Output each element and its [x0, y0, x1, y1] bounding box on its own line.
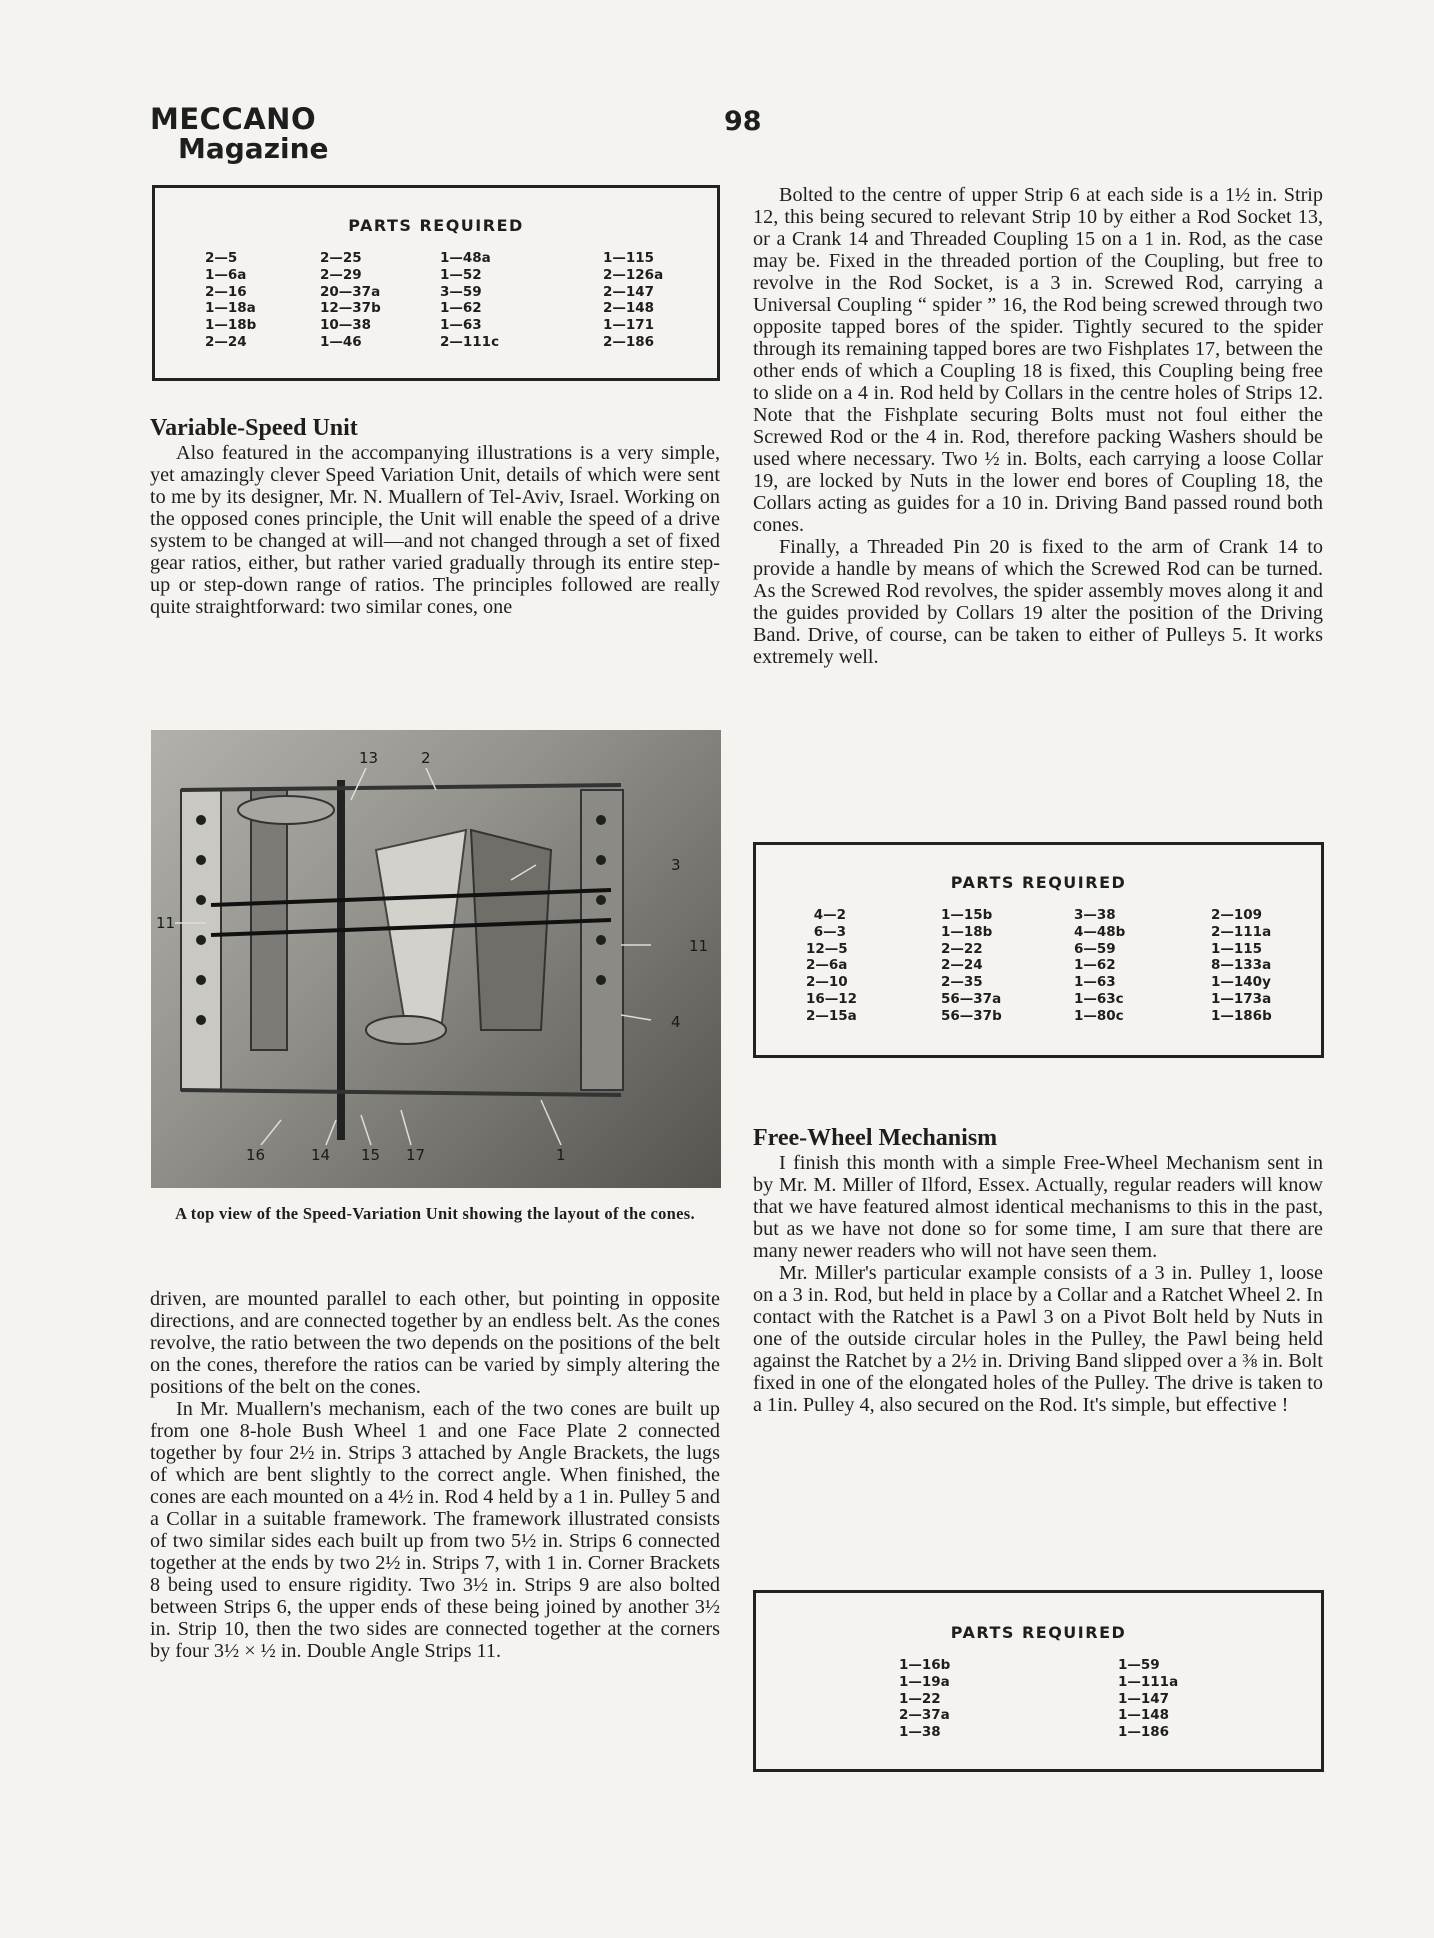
- left-column-top: [150, 414, 720, 618]
- photo-caption: A top view of the Speed-Variation Unit showing the layout of the cones.: [175, 1204, 695, 1223]
- parts-box-title: PARTS REQUIRED: [950, 1623, 1127, 1642]
- paragraph: Mr. Miller's particular example consists of a 3 in. Pulley 1, loose on a 3 in. Rod, but held in place by a Collar and a Ratchet Wheel 2. In contact with the Ratchet is a Pawl 3 on a Pivot Bolt held by Nuts in one of the outside circular holes in the Pulley, the Pawl being held against the Ratchet by a 2½ in. Driving Band slipped over a ⅜ in. Bolt fixed in one of the elongated holes of the Pulley. The drive is taken to a 1in. Pulley 4, also secured on the Rod. It's simple, but effective !: [753, 1262, 1323, 1416]
- paragraph: driven, are mounted parallel to each other, but pointing in opposite directions, and are connected together by an endless belt. As the cones revolve, the ratio between the two depends on the positions of the belt on the cones, therefore the ratios can be varied by simply altering the positions of the belt on the cones.: [150, 1288, 720, 1398]
- paragraph: Finally, a Threaded Pin 20 is fixed to the arm of Crank 14 to provide a handle by means of which the Screwed Rod can be turned. As the Screwed Rod revolves, the spider assembly moves along it and the guides provided by Collars 19 alter the position of the Driving Band. Drive, of course, can be taken to either of Pulleys 5. It works extremely well.: [753, 536, 1323, 668]
- photo-callout: 1: [556, 1146, 566, 1164]
- parts-column: 4—2 6—3 12—5 2—6a 2—10 16—12 2—15a: [806, 907, 858, 1024]
- left-column-bottom: [150, 1288, 720, 1662]
- parts-column: 1—16b 1—19a 1—22 2—37a 1—38: [899, 1657, 951, 1741]
- parts-required-box-1: [152, 185, 720, 381]
- photo-callout: 3: [671, 856, 681, 874]
- photo-callout: 4: [671, 1013, 681, 1031]
- page-number: 98: [724, 106, 762, 137]
- photo-callout: 13: [359, 749, 379, 767]
- photo-callout: 15: [361, 1146, 381, 1164]
- parts-column: 2—25 2—29 20—37a 12—37b 10—38 1—46: [320, 250, 381, 350]
- photo-callout: 16: [246, 1146, 266, 1164]
- masthead: [150, 104, 329, 164]
- masthead-title: MECCANO: [150, 102, 317, 136]
- parts-box-title: PARTS REQUIRED: [348, 216, 524, 235]
- parts-column: 3—38 4—48b 6—59 1—62 1—63 1—63c 1—80c: [1074, 907, 1126, 1024]
- photo-callout: 2: [421, 749, 431, 767]
- paragraph: In Mr. Muallern's mechanism, each of the two cones are built up from one 8-hole Bush Wheel 1 and one Face Plate 2 connected together by four 2½ in. Strips 3 attached by Angle Brackets, the lugs of which are bent slightly to the correct angle. When finished, the cones are each mounted on a 4½ in. Rod 4 held by a 1 in. Pulley 5 and a Collar in a suitable framework. The framework illustrated consists of two similar sides each built up from two 5½ in. Strips 6 connected together at the ends by two 2½ in. Strips 7, with 1 in. Corner Brackets 8 being used to ensure rigidity. Two 3½ in. Strips 9 are also bolted between Strips 6, the upper ends of these being joined by another 3½ in. Strip 10, then the two sides are connected together at the corners by four 3½ × ½ in. Double Angle Strips 11.: [150, 1398, 720, 1662]
- photo-callout: 11: [689, 937, 709, 955]
- speed-variation-unit-photo: [151, 730, 721, 1188]
- paragraph: Also featured in the accompanying illustrations is a very simple, yet amazingly clever Speed Variation Unit, details of which were sent to me by its designer, Mr. N. Muallern of Tel-Aviv, Israel. Working on the opposed cones principle, the Unit will enable the speed of a drive system to be changed at will—and not changed through a set of fixed gear ratios, either, but rather varied gradually through its entire step-up or step-down range of ratios. The principles followed are really quite straightforward: two similar cones, one: [150, 442, 720, 618]
- section-heading-free-wheel: Free-Wheel Mechanism: [753, 1125, 998, 1151]
- parts-box-title: PARTS REQUIRED: [950, 873, 1127, 892]
- parts-column: 1—59 1—111a 1—147 1—148 1—186: [1118, 1657, 1179, 1741]
- photo-callout: 11: [156, 914, 176, 932]
- photo-callout: 17: [406, 1146, 426, 1164]
- parts-column: 2—109 2—111a 1—115 8—133a 1—140y 1—173a 1—186b: [1211, 907, 1272, 1024]
- photo-callout: 14: [311, 1146, 331, 1164]
- right-column-top: [753, 184, 1323, 668]
- parts-required-box-2: [753, 842, 1324, 1058]
- paragraph: Bolted to the centre of upper Strip 6 at each side is a 1½ in. Strip 12, this being secured to relevant Strip 10 by either a Rod Socket 13, or a Crank 14 and Threaded Coupling 15 on a 1 in. Rod, as the case may be. Fixed in the threaded portion of the Coupling, but free to revolve in the Rod Socket, is a 3 in. Screwed Rod, carrying a Universal Coupling “ spider ” 16, the Rod being screwed through two opposite tapped bores of the spider. Tightly secured to the spider through its remaining tapped bores are two Fishplates 17, between the other ends of which a Coupling 18 is fixed, this Coupling being free to slide on a 4 in. Rod held by Collars in the centre holes of Strips 12. Note that the Fishplate securing Bolts must not foul either the Screwed Rod or the 4 in. Rod, therefore packing Washers should be used where necessary. Two ½ in. Bolts, each carrying a loose Collar 19, are locked by Nuts in the lower end bores of Coupling 18, the Collars acting as guides for a 10 in. Driving Band passed round both cones.: [753, 184, 1323, 536]
- parts-column: 1—15b 1—18b 2—22 2—24 2—35 56—37a 56—37b: [941, 907, 1002, 1024]
- masthead-subtitle: Magazine: [178, 132, 329, 165]
- paragraph: I finish this month with a simple Free-Wheel Mechanism sent in by Mr. M. Miller of Ilford, Essex. Actually, regular readers will know that we have featured almost identical mechanisms to this in the past, but as we have not done so for some time, I am sure that there are many newer readers who will not have seen them.: [753, 1152, 1323, 1262]
- section-heading-variable-speed: Variable-Speed Unit: [150, 415, 358, 441]
- parts-column: 2—5 1—6a 2—16 1—18a 1—18b 2—24: [205, 250, 257, 350]
- parts-column: 1—115 2—126a 2—147 2—148 1—171 2—186: [603, 250, 664, 350]
- parts-required-box-3: [753, 1590, 1324, 1772]
- right-column-bottom: [753, 1124, 1323, 1416]
- parts-column: 1—48a 1—52 3—59 1—62 1—63 2—111c: [440, 250, 500, 350]
